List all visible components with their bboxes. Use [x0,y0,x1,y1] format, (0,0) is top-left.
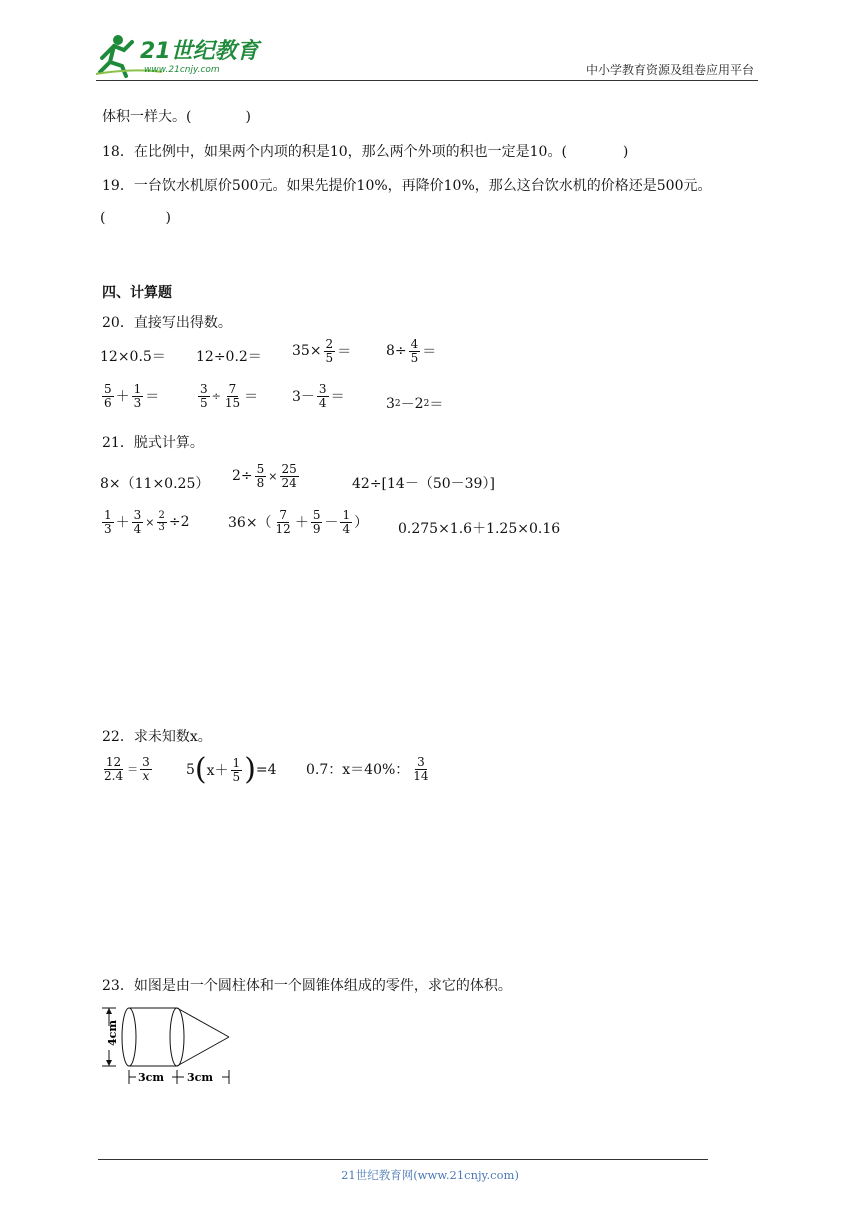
q20-r1-d: 8÷ $\frac{4}{5}$ ＝ [386,337,437,365]
q22-title: 22．求未知数x。 [102,729,212,745]
q20-r1-c: 35× $\frac{2}{5}$ ＝ [292,337,352,365]
logo-text: 21世纪教育 [140,39,259,64]
cylinder-length-label: 3cm [138,1071,164,1084]
site-logo [92,28,262,82]
q23-title: 23．如图是由一个圆柱体和一个圆锥体组成的零件，求它的体积。 [102,978,512,994]
q22-e1: $\frac{12}{2.4}$ ＝ $\frac{3}{x}$ [104,755,150,783]
q19: 19．一台饮水机原价500元。如果先提价10%，再降价10%，那么这台饮水机的价格还是500元。 [102,178,712,194]
section-title: 四、计算题 [102,285,172,301]
q21-e6: 0.275×1.6＋1.25×0.16 [398,521,561,537]
q21-e3: 42÷[14－（50－39）] [352,476,495,492]
header-divider [96,80,758,81]
q20-r1-a: 12×0.5＝ [100,349,166,365]
q22-e2: 5 ( x＋ $\frac{1}{5}$ ) =4 [186,752,277,787]
q18: 18．在比例中，如果两个内项的积是10，那么两个外项的积也一定是10。( ) [102,144,629,160]
logo-url: www.21cnjy.com [144,65,220,75]
footer-divider [98,1159,708,1160]
q20-r1-b: 12÷0.2＝ [196,349,262,365]
q22-e3: 0.7：x＝40%： $\frac{3}{14}$ [306,755,429,783]
q19-answer-paren: ( ) [100,210,171,226]
q20-r2-c: 3－ $\frac{3}{4}$ ＝ [292,382,345,410]
height-label: 4cm [106,1020,119,1046]
q20-title: 20．直接写出得数。 [102,315,232,331]
q21-e2: 2÷ $\frac{5}{8}$ × $\frac{25}{24}$ [232,462,297,490]
q20-r2-b: $\frac{3}{5}$ ÷ $\frac{7}{15}$ ＝ [200,382,259,410]
cylinder-cone-diagram [98,1004,248,1088]
q21-title: 21．脱式计算。 [102,435,204,451]
q20-r2-d: 3 2 － 2 2 ＝ [386,396,444,413]
q20-r2-a: $\frac{5}{6}$ ＋ $\frac{1}{3}$ ＝ [104,382,160,410]
q21-e4: $\frac{1}{3}$ ＋ $\frac{3}{4}$ × $\frac{2}{3}$ ÷2 [104,508,190,536]
footer-text[interactable]: 21世纪教育网(www.21cnjy.com) [341,1168,519,1182]
q21-e1: 8×（11×0.25） [100,476,210,492]
cone-length-label: 3cm [187,1071,213,1084]
q17-continuation: 体积一样大。( ) [102,109,251,125]
q21-e5: 36×（ $\frac{7}{12}$ ＋ $\frac{5}{9}$ － $\frac{1}{4}$ ） [228,508,369,536]
header-platform-text: 中小学教育资源及组卷应用平台 [585,63,754,77]
